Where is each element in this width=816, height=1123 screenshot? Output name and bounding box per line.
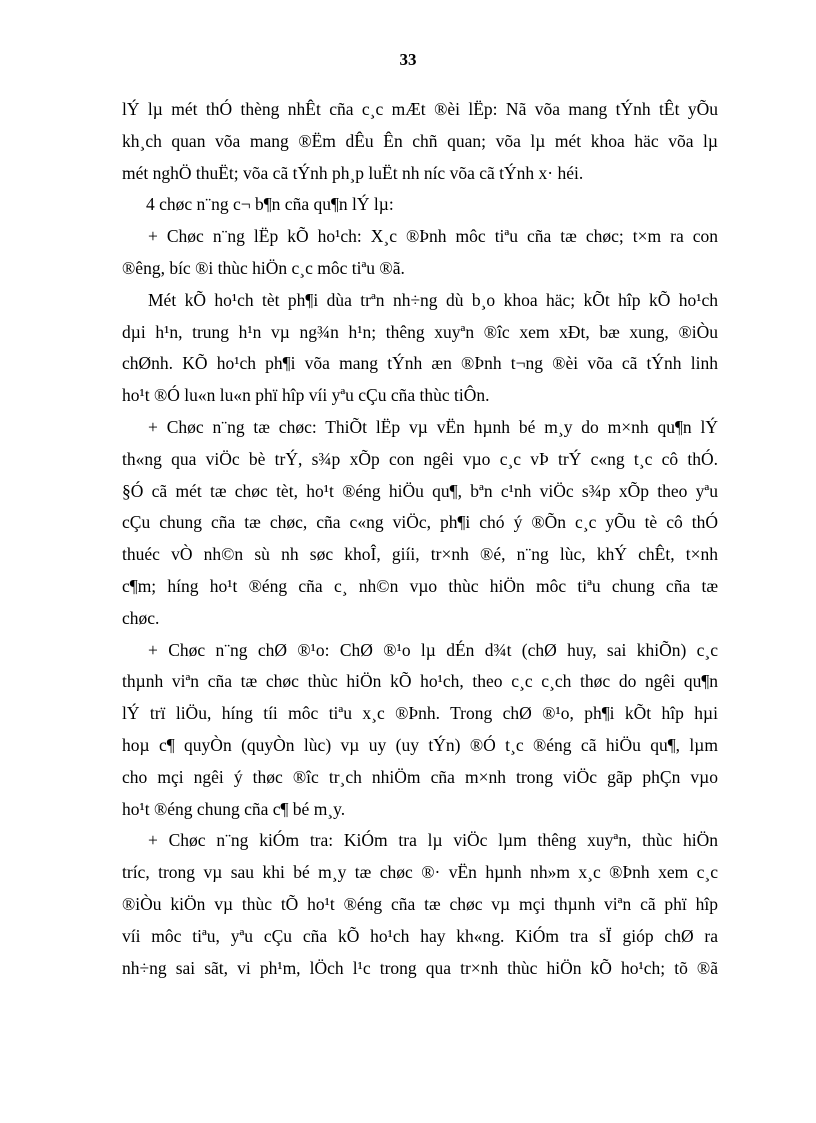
text-line: cho mçi ngêi ý thøc ®îc tr¸ch nhiÖm cña m×nh trong viÖc gãp phÇn vµo xyxy=(122,766,718,787)
text-line: dµi h¹n, trung h¹n vµ ng¾n h¹n; thêng xuyªn ®îc xem xÐt, bæ xung, ®iÒu xyxy=(122,321,718,342)
text-line: thuéc vÒ nh©n sù nh søc khoÎ, giíi, tr×nh ®é, n¨ng lùc, khÝ chÊt, t×nh xyxy=(122,544,718,565)
text-line: víi môc tiªu, yªu cÇu cña kÕ ho¹ch hay kh«ng. KiÓm tra sÏ gióp chØ ra xyxy=(122,925,718,946)
body-text xyxy=(122,94,718,984)
text-line: hoµ c¶ quyÒn (quyÒn lùc) vµ uy (uy tÝn) ®Ó t¸c ®éng cã hiÖu qu¶, lµm xyxy=(122,734,718,755)
text-line: nh÷ng sai sãt, vi ph¹m, lÖch l¹c trong qua tr×nh thùc hiÖn kÕ ho¹ch; tõ ®ã xyxy=(122,957,718,978)
text-line: kh¸ch quan võa mang ®Ëm dÊu Ên chñ quan; võa lµ mét khoa häc võa lµ xyxy=(122,130,718,151)
text-line: + Chøc n¨ng lËp kÕ ho¹ch: X¸c ®Þnh môc tiªu cña tæ chøc; t×m ra con xyxy=(148,226,718,247)
text-line: ho¹t ®Ó lu«n lu«n phï hîp víi yªu cÇu cña thùc tiÔn. xyxy=(122,385,490,406)
text-line: chøc. xyxy=(122,607,160,628)
text-line: ho¹t ®éng chung cña c¶ bé m¸y. xyxy=(122,798,346,819)
text-line: §Ó cã mét tæ chøc tèt, ho¹t ®éng hiÖu qu¶, bªn c¹nh viÖc s¾p xÕp theo yªu xyxy=(122,480,718,501)
text-line: lÝ lµ mét thÓ thèng nhÊt cña c¸c mÆt ®èi lËp: Nã võa mang tÝnh tÊt yÕu xyxy=(122,99,718,119)
text-line: mét nghÖ thuËt; võa cã tÝnh ph¸p luËt nh níc võa cã tÝnh x· héi. xyxy=(122,162,584,183)
text-line: 4 chøc n¨ng c¬ b¶n cña qu¶n lÝ lµ: xyxy=(146,194,394,215)
text-line: + Chøc n¨ng kiÓm tra: KiÓm tra lµ viÖc lµm thêng xuyªn, thùc hiÖn xyxy=(148,830,718,851)
text-line: ®êng, bíc ®i thùc hiÖn c¸c môc tiªu ®ã. xyxy=(122,257,405,278)
text-line: lÝ trï liÖu, híng tíi môc tiªu x¸c ®Þnh. Trong chØ ®¹o, ph¶i kÕt hîp hµi xyxy=(122,703,718,724)
text-line: th«ng qua viÖc bè trÝ, s¾p xÕp con ngêi vµo c¸c vÞ trÝ c«ng t¸c cô thÓ. xyxy=(122,448,718,469)
text-line: chØnh. KÕ ho¹ch ph¶i võa mang tÝnh æn ®Þnh t¬ng ®èi võa cã tÝnh linh xyxy=(122,353,718,374)
text-line: thµnh viªn cña tæ chøc thùc hiÖn kÕ ho¹ch, theo c¸c c¸ch thøc do ngêi qu¶n xyxy=(122,671,718,692)
text-line: tríc, trong vµ sau khi bé m¸y tæ chøc ®· vËn hµnh nh»m x¸c ®Þnh xem c¸c xyxy=(122,862,718,883)
text-line: ®iÒu kiÖn vµ thùc tÕ ho¹t ®éng cña tæ chøc vµ mçi thµnh viªn cã phï hîp xyxy=(122,893,718,914)
text-line: cÇu chung cña tæ chøc, cña c«ng viÖc, ph¶i chó ý ®Õn c¸c yÕu tè cô thÓ xyxy=(122,512,718,533)
text-line: + Chøc n¨ng tæ chøc: ThiÕt lËp vµ vËn hµnh bé m¸y do m×nh qu¶n lÝ xyxy=(148,416,718,437)
text-line: c¶m; híng ho¹t ®éng cña c¸ nh©n vµo thùc hiÖn môc tiªu chung cña tæ xyxy=(122,575,718,596)
text-line: + Chøc n¨ng chØ ®¹o: ChØ ®¹o lµ dÉn d¾t (chØ huy, sai khiÕn) c¸c xyxy=(148,639,718,660)
page-number: 33 xyxy=(399,50,417,69)
text-line: Mét kÕ ho¹ch tèt ph¶i dùa trªn nh÷ng dù b¸o khoa häc; kÕt hîp kÕ ho¹ch xyxy=(148,289,718,310)
